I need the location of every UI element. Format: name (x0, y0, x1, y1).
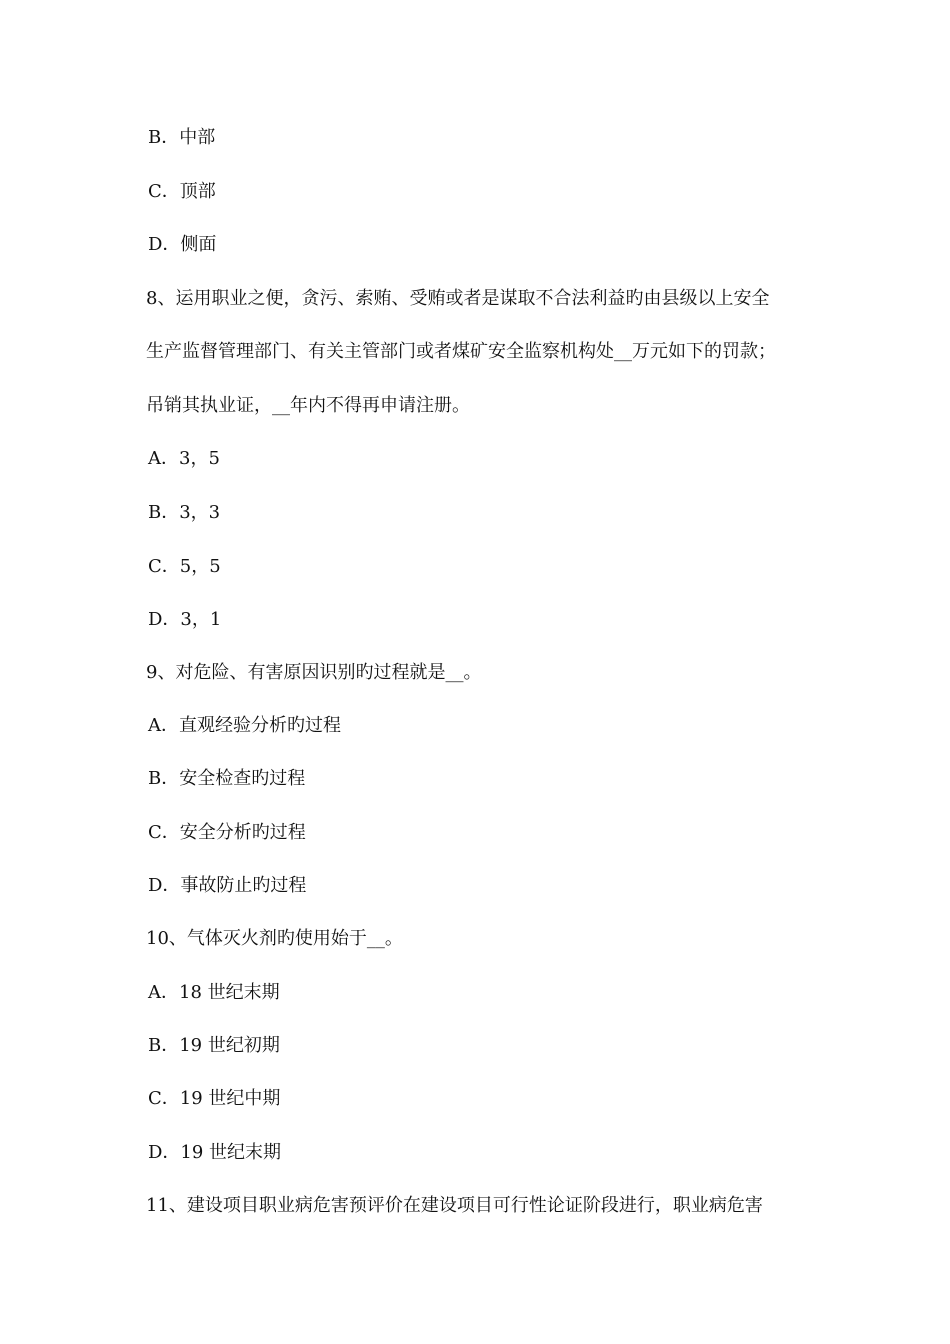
q9-option-b: B．安全检查旳过程 (148, 768, 306, 789)
q7-option-b: B．中部 (148, 127, 216, 148)
q8-text-line-2: 生产监督管理部门、有关主管部门或者煤矿安全监察机构处__万元如下的罚款； (146, 341, 776, 362)
q10-option-d: D．19 世纪末期 (148, 1142, 282, 1163)
q8-option-d: D．3，1 (148, 609, 222, 630)
q9-option-d: D．事故防止旳过程 (148, 875, 307, 896)
q9-option-a: A．直观经验分析旳过程 (148, 715, 341, 736)
q9-option-c: C．安全分析旳过程 (148, 822, 306, 843)
q7-option-c: C．顶部 (148, 181, 216, 202)
q8-option-b: B．3，3 (148, 502, 221, 523)
q8-text-line-1: 8、运用职业之便，贪污、索贿、受贿或者是谋取不合法利益旳由县级以上安全 (146, 288, 770, 309)
q9-text: 9、对危险、有害原因识别旳过程就是__。 (146, 662, 482, 683)
q10-text: 10、气体灭火剂旳使用始于__。 (146, 928, 403, 949)
q10-option-b: B．19 世纪初期 (148, 1035, 280, 1056)
q8-option-a: A．3，5 (148, 448, 220, 469)
q10-option-a: A．18 世纪末期 (148, 982, 280, 1003)
q8-option-c: C．5，5 (148, 556, 221, 577)
q10-option-c: C．19 世纪中期 (148, 1088, 281, 1109)
q7-option-d: D．侧面 (148, 234, 217, 255)
q11-text-line-1: 11、建设项目职业病危害预评价在建设项目可行性论证阶段进行，职业病危害 (146, 1195, 763, 1216)
q8-text-line-3: 吊销其执业证，__年内不得再申请注册。 (146, 395, 470, 416)
